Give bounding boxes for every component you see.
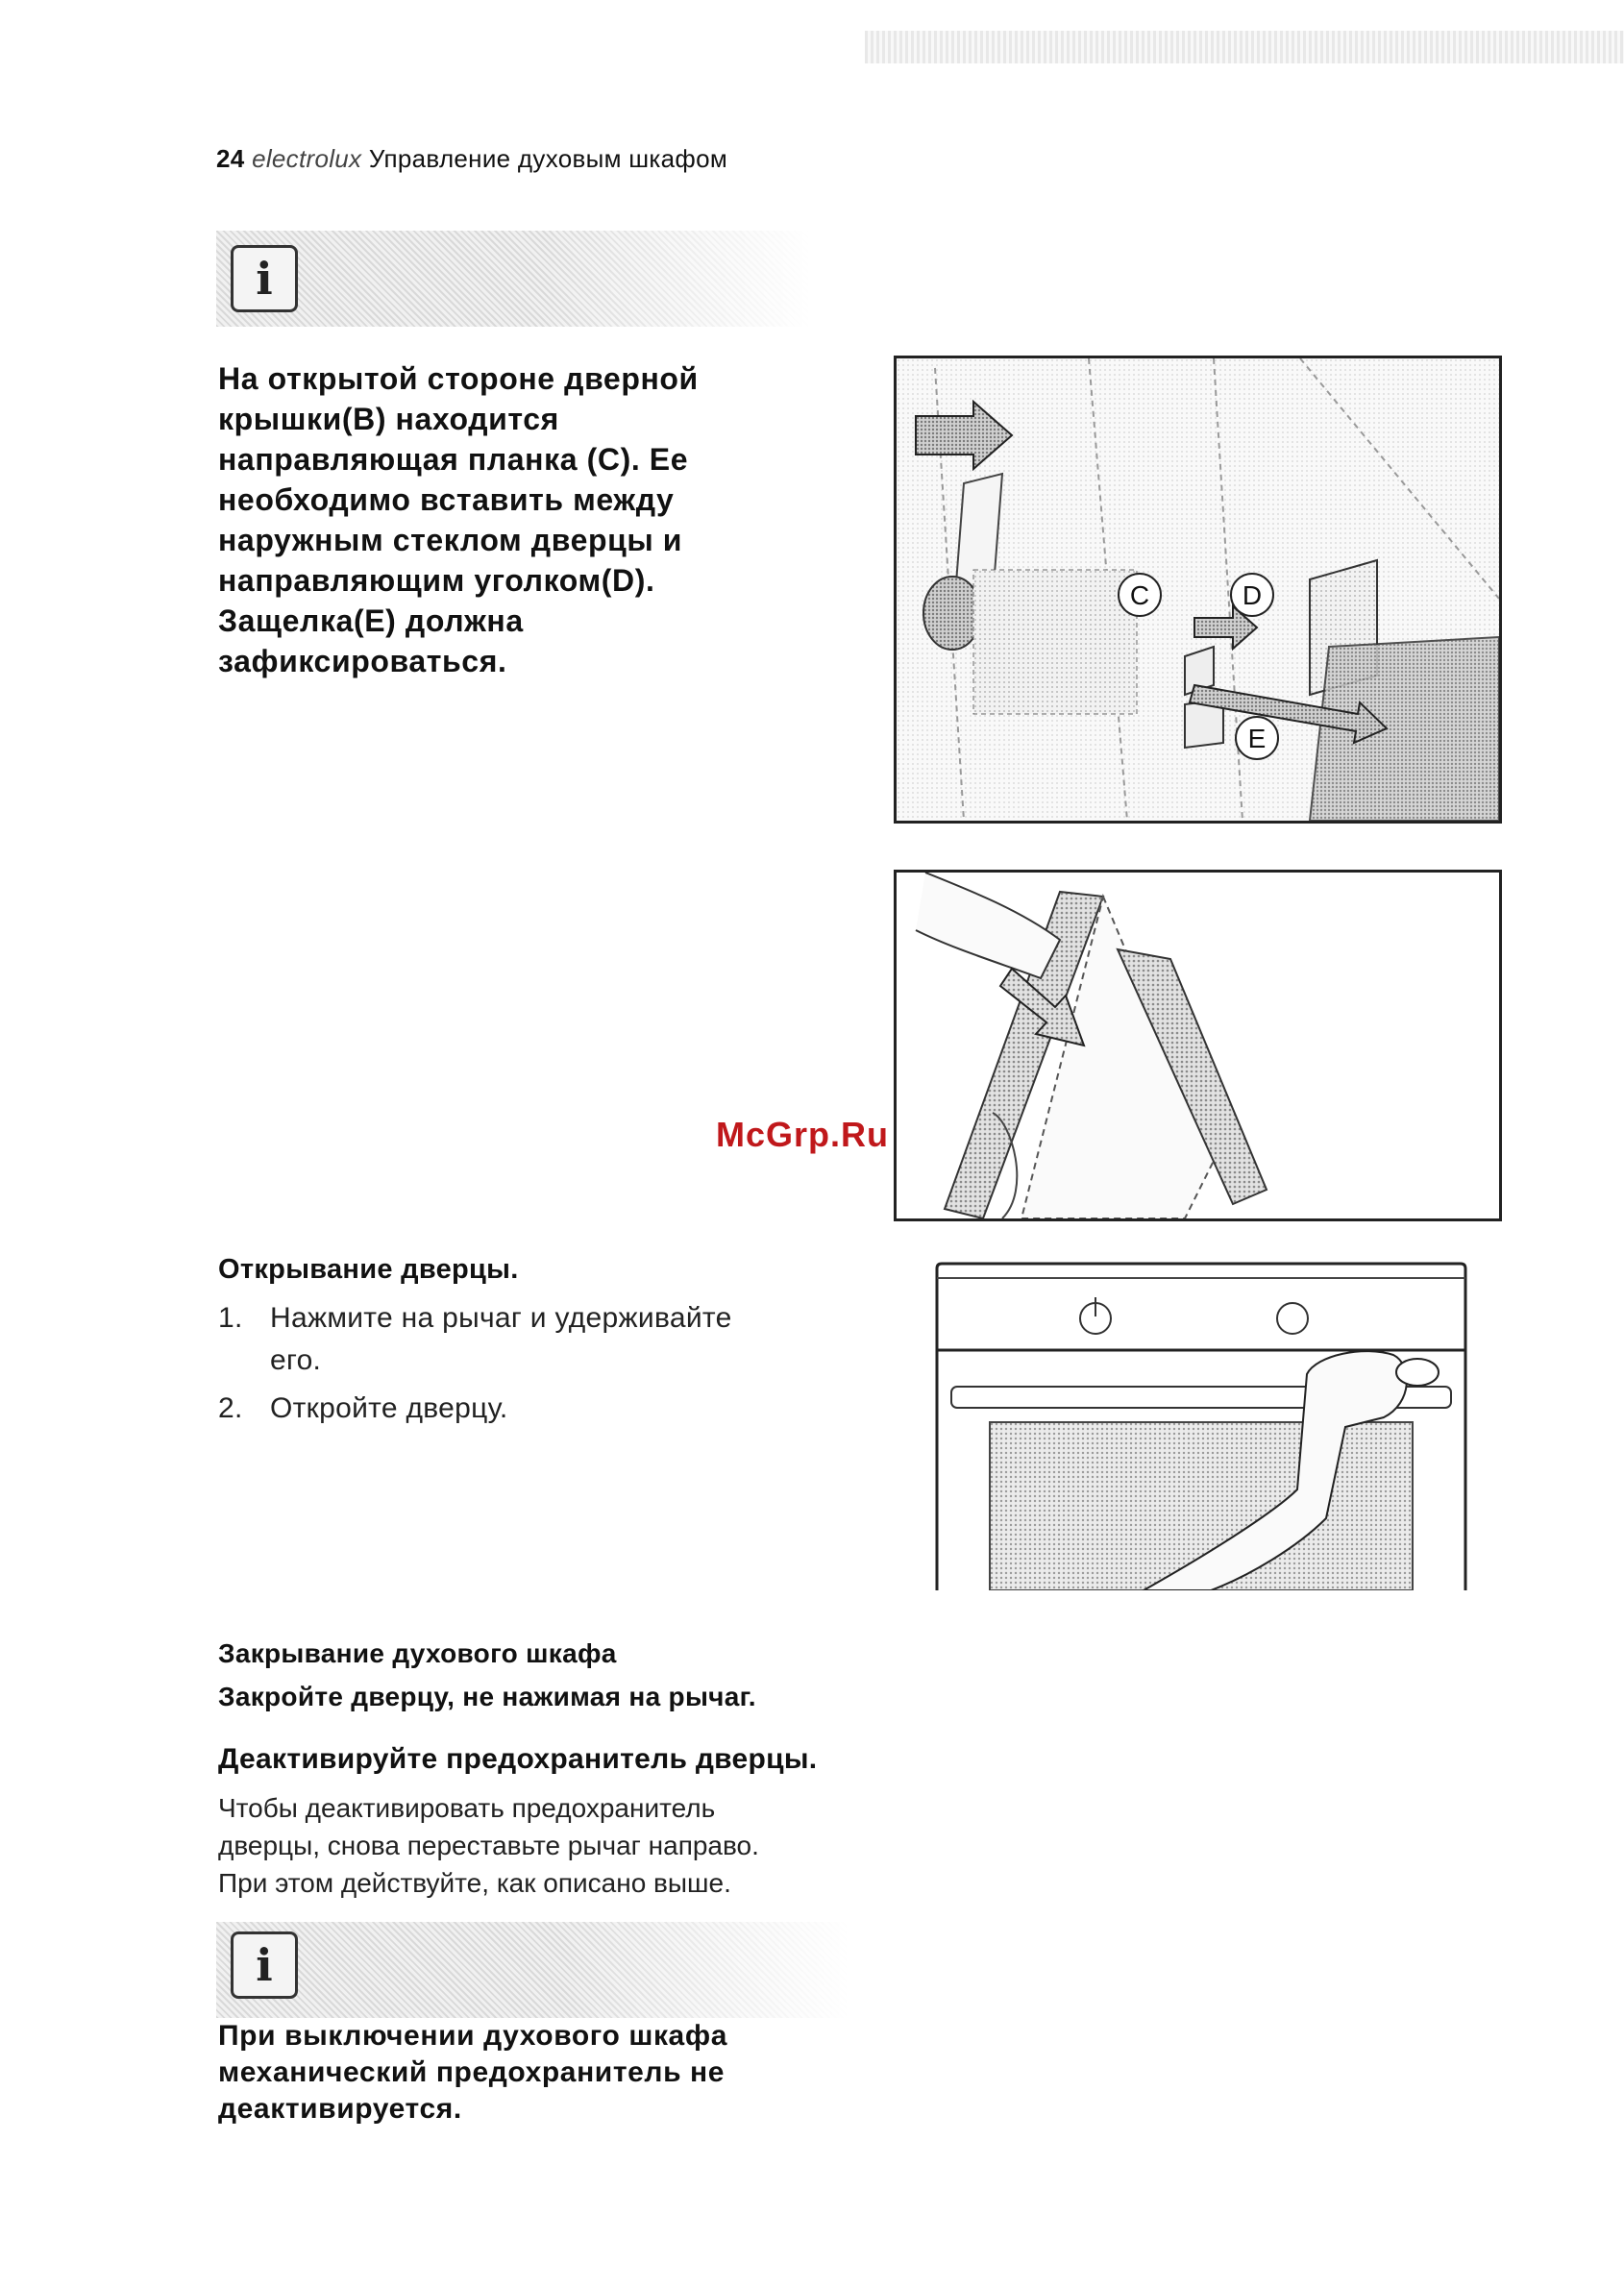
info-icon-glyph: i	[256, 1939, 273, 1991]
mechanical-lock-note	[218, 2018, 910, 2128]
watermark: McGrp.Ru	[716, 1115, 890, 1154]
info-band	[216, 231, 812, 327]
oven-illustration	[932, 1259, 1470, 1590]
opening-step-1	[218, 1297, 833, 1382]
text-line: На открытой стороне дверной	[218, 361, 699, 396]
door-cover-instructions	[218, 358, 843, 681]
text-line: При выключении духового шкафа	[218, 2020, 727, 2052]
text-line: При этом действуйте, как описано выше.	[218, 1868, 731, 1898]
info-icon	[231, 245, 298, 312]
brand-logo: electrolux	[252, 144, 362, 173]
scan-artifact	[865, 31, 1624, 63]
figure-door-cover-press	[894, 870, 1502, 1221]
label-d: D	[1242, 580, 1263, 610]
text-line: Защелка(E) должна	[218, 603, 524, 638]
knob-icon	[1277, 1303, 1308, 1334]
page-number: 24	[216, 144, 245, 173]
step-text: его.	[270, 1344, 322, 1376]
info-band	[216, 1922, 850, 2018]
text-line: Чтобы деактивировать предохранитель	[218, 1793, 716, 1823]
text-line: направляющая планка (C). Ее	[218, 442, 689, 477]
info-icon	[231, 1931, 298, 1999]
text-line: необходимо вставить между	[218, 482, 675, 517]
step-text: Откройте дверцу.	[270, 1392, 508, 1424]
text-line: наружным стеклом дверцы и	[218, 523, 683, 557]
step-number: 2.	[218, 1392, 243, 1424]
text-line: зафиксироваться.	[218, 644, 507, 678]
page-header	[216, 144, 727, 174]
door-cover-illustration	[897, 873, 1499, 1218]
opening-step-2	[218, 1388, 833, 1430]
section-title: Управление духовым шкафом	[368, 144, 728, 173]
lever-icon	[1396, 1359, 1439, 1386]
label-e: E	[1247, 724, 1267, 753]
deactivate-heading: Деактивируйте предохранитель дверцы.	[218, 1743, 818, 1775]
guide-bar-illustration	[897, 358, 1499, 821]
opening-heading: Открывание дверцы.	[218, 1254, 519, 1285]
closing-instruction: Закройте дверцу, не нажимая на рычаг.	[218, 1682, 756, 1711]
info-icon-glyph: i	[256, 253, 273, 305]
text-line: направляющим уголком(D).	[218, 563, 655, 598]
step-number: 1.	[218, 1302, 243, 1334]
text-line: деактивируется.	[218, 2093, 462, 2125]
figure-guide-bar	[894, 356, 1502, 824]
step-text: Нажмите на рычаг и удерживайте	[270, 1302, 732, 1334]
deactivate-text	[218, 1789, 852, 1902]
figure-oven-door-open	[932, 1259, 1470, 1590]
text-line: механический предохранитель не	[218, 2056, 726, 2088]
text-line: дверцы, снова переставьте рычаг направо.	[218, 1831, 759, 1860]
label-c: C	[1129, 580, 1150, 610]
text-line: крышки(B) находится	[218, 402, 559, 436]
closing-heading: Закрывание духового шкафа	[218, 1638, 617, 1668]
hand-icon	[916, 873, 1060, 978]
